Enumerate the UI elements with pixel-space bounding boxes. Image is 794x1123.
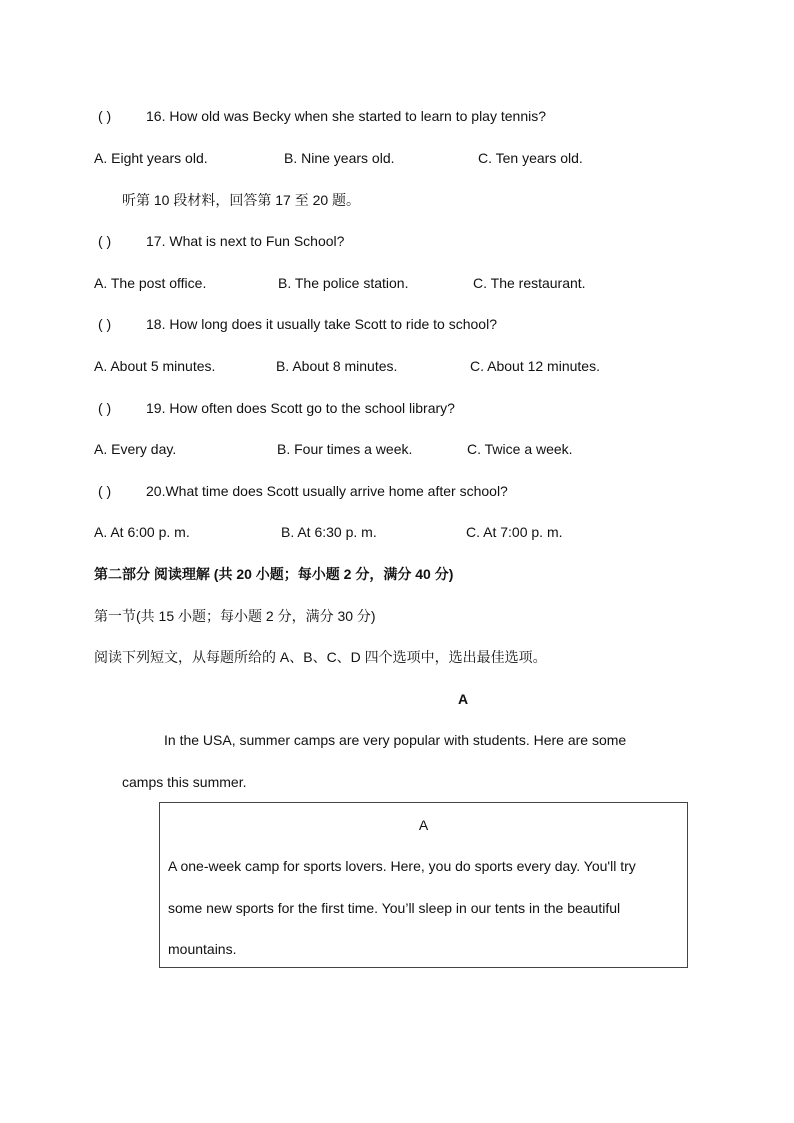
option-a: A. About 5 minutes.	[94, 358, 216, 374]
answer-paren: ( )	[98, 108, 112, 124]
question-18	[98, 314, 497, 334]
camp-info-box	[159, 802, 688, 968]
passage-intro-line-1: In the USA, summer camps are very popular with students. Here are some	[164, 732, 627, 748]
reading-instruction: 阅读下列短文，从每题所给的 A、B、C、D 四个选项中，选出最佳选项。	[94, 649, 547, 665]
passage-letter: A	[457, 691, 469, 707]
option-b: B. Four times a week.	[277, 441, 413, 457]
option-b: B. About 8 minutes.	[276, 358, 398, 374]
section-one-heading: 第一节(共 15 小题；每小题 2 分，满分 30 分)	[94, 608, 376, 624]
question-stem: 16. How old was Becky when she started to learn to play tennis?	[146, 108, 546, 124]
camp-box-line-1: A one-week camp for sports lovers. Here, you do sports every day. You'll try	[168, 858, 636, 874]
question-19	[98, 398, 455, 418]
option-b: B. Nine years old.	[284, 150, 395, 166]
part-two-heading: 第二部分 阅读理解 (共 20 小题；每小题 2 分，满分 40 分)	[94, 566, 454, 582]
option-b: B. At 6:30 p. m.	[281, 524, 377, 540]
question-stem: 20.What time does Scott usually arrive home after school?	[146, 483, 508, 499]
camp-box-title: A	[418, 817, 429, 833]
answer-paren: ( )	[98, 316, 112, 332]
question-16	[98, 106, 546, 126]
camp-box-line-3: mountains.	[168, 941, 237, 957]
answer-paren: ( )	[98, 483, 112, 499]
option-a: A. The post office.	[94, 275, 207, 291]
question-17	[98, 231, 344, 251]
camp-box-line-2: some new sports for the first time. You’ll sleep in our tents in the beautiful	[168, 900, 621, 916]
option-c: C. About 12 minutes.	[470, 358, 600, 374]
answer-paren: ( )	[98, 233, 112, 249]
question-stem: 19. How often does Scott go to the school library?	[146, 400, 455, 416]
answer-paren: ( )	[98, 400, 112, 416]
question-stem: 17. What is next to Fun School?	[146, 233, 345, 249]
question-stem: 18. How long does it usually take Scott to ride to school?	[146, 316, 497, 332]
option-c: C. The restaurant.	[473, 275, 586, 291]
passage-intro-line-2: camps this summer.	[122, 774, 247, 790]
option-a: A. Every day.	[94, 441, 177, 457]
listening-instruction: 听第 10 段材料，回答第 17 至 20 题。	[122, 192, 361, 208]
option-b: B. The police station.	[278, 275, 409, 291]
option-a: A. Eight years old.	[94, 150, 208, 166]
question-20	[98, 481, 508, 501]
option-a: A. At 6:00 p. m.	[94, 524, 190, 540]
option-c: C. Ten years old.	[478, 150, 583, 166]
option-c: C. Twice a week.	[467, 441, 573, 457]
option-c: C. At 7:00 p. m.	[466, 524, 563, 540]
